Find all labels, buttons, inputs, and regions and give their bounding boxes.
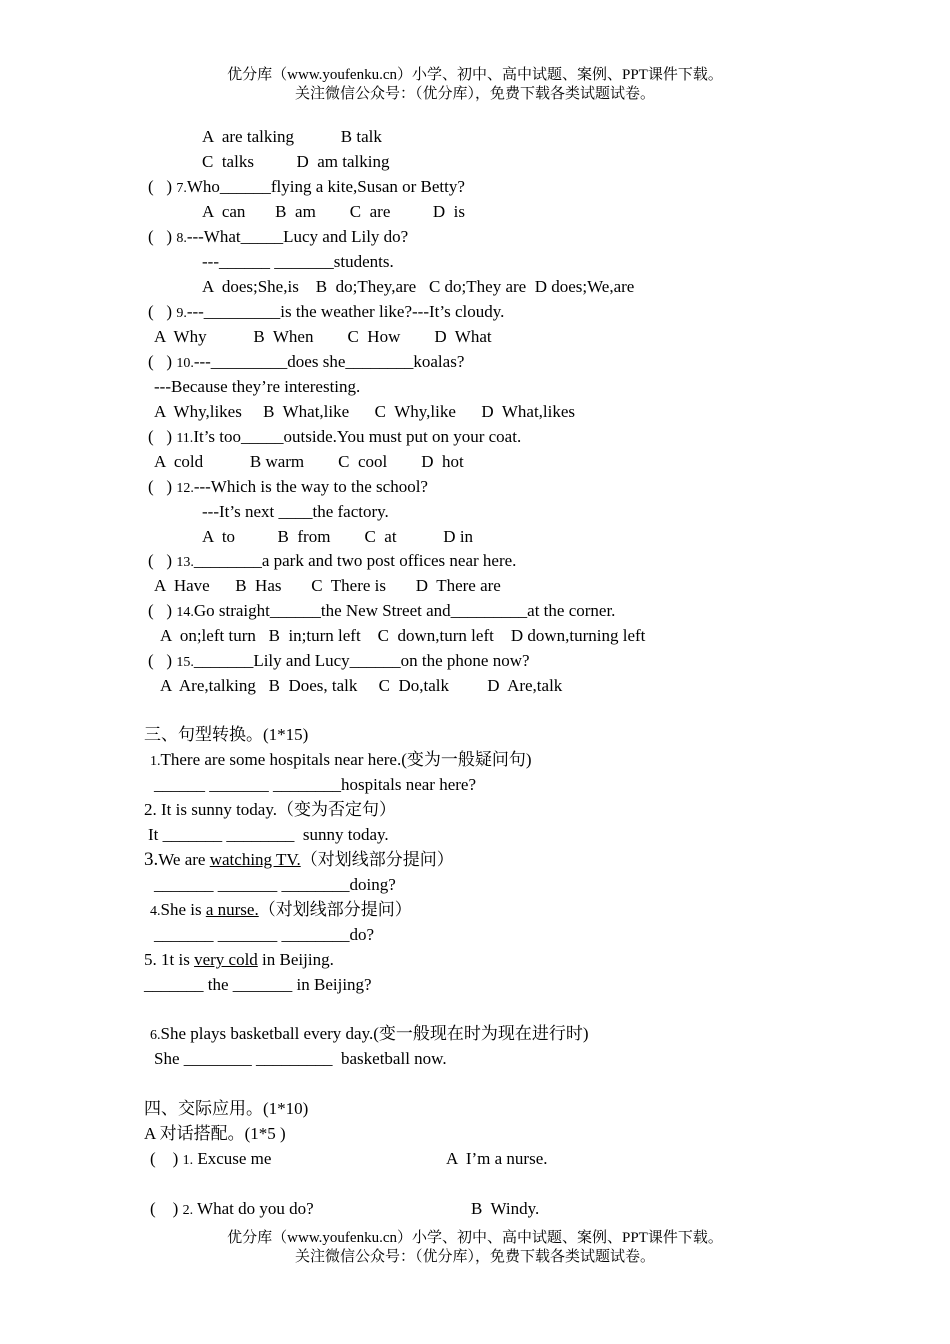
item-number: 2. <box>182 1203 194 1218</box>
s3-item-6 <box>150 1023 589 1047</box>
question-number: 7. <box>176 181 187 196</box>
item-text-pre: She is <box>160 900 206 919</box>
question-text: Go straight______the New Street and_________at the corner. <box>193 601 616 620</box>
s3-item-2: 2. It is sunny today.（变为否定句） <box>144 800 397 819</box>
answer-paren[interactable]: ( ) <box>148 601 173 620</box>
q7-row <box>148 176 465 200</box>
underlined-phrase: watching TV. <box>209 850 301 869</box>
answer-paren[interactable]: ( ) <box>148 352 173 371</box>
s3-item-3 <box>144 849 454 871</box>
s3-item-6-blank[interactable]: She ________ _________ basketball now. <box>154 1049 447 1068</box>
s3-item-4-blank[interactable]: _______ _______ ________do? <box>154 925 375 944</box>
answer-paren[interactable]: ( ) <box>150 1199 179 1218</box>
section-3-title: 三、句型转换。(1*15) <box>144 725 309 744</box>
question-text: ---Which is the way to the school? <box>193 477 428 496</box>
s3-item-5-blank[interactable]: _______ the _______ in Beijing? <box>144 975 372 994</box>
s3-item-1 <box>150 749 532 773</box>
question-text: ---_________is the weather like?---It’s cloudy. <box>186 302 505 321</box>
answer-paren[interactable]: ( ) <box>148 651 173 670</box>
q10-text-2: ---Because they’re interesting. <box>154 377 361 396</box>
q8-text-2: ---______ _______students. <box>202 252 394 271</box>
item-text: She plays basketball every day.(变一般现在时为现在进行时) <box>160 1024 589 1043</box>
q11-row <box>148 426 521 450</box>
question-number: 13. <box>176 555 194 570</box>
question-text: ---What_____Lucy and Lily do? <box>186 227 409 246</box>
q13-options: A Have B Has C There is D There are <box>154 576 501 595</box>
q6-options-row-2: C talks D am talking <box>202 152 390 171</box>
question-number: 11. <box>176 431 194 446</box>
item-text-pre: 5. 1t is <box>144 950 195 969</box>
answer-paren[interactable]: ( ) <box>148 227 173 246</box>
question-text: It’s too_____outside.You must put on your coat. <box>193 427 522 446</box>
q12-options: A to B from C at D in <box>202 527 474 546</box>
s3-item-4 <box>150 899 412 923</box>
answer-paren[interactable]: ( ) <box>148 302 173 321</box>
header-line-1: 优分库（www.youfenku.cn）小学、初中、高中试题、案例、PPT课件下载。 <box>227 67 723 83</box>
item-number: 1. <box>150 754 161 769</box>
header-line-2: 关注微信公众号：（优分库），免费下载各类试题试卷。 <box>294 86 655 102</box>
answer-paren[interactable]: ( ) <box>148 551 173 570</box>
q12-row <box>148 476 428 500</box>
item-number: 4. <box>150 904 161 919</box>
question-number: 15. <box>176 655 194 670</box>
q13-row <box>148 550 516 574</box>
section-4-title: 四、交际应用。(1*10) <box>144 1099 309 1118</box>
question-number: 14. <box>176 605 194 620</box>
item-number: 1. <box>182 1153 194 1168</box>
dialog-item-2 <box>150 1198 314 1222</box>
item-text: There are some hospitals near here.(变为一般疑问句) <box>160 750 532 769</box>
underlined-phrase: a nurse. <box>205 900 259 919</box>
question-text: ________a park and two post offices near here. <box>193 551 517 570</box>
q15-options: A Are,talking B Does, talk C Do,talk D Are,talk <box>160 676 563 695</box>
item-instruction: （对划线部分提问） <box>300 850 454 869</box>
q9-options: A Why B When C How D What <box>154 327 492 346</box>
s3-item-1-blank[interactable]: ______ _______ ________hospitals near here? <box>154 775 476 794</box>
answer-paren[interactable]: ( ) <box>150 1149 179 1168</box>
answer-paren[interactable]: ( ) <box>148 427 173 446</box>
footer-line-2: 关注微信公众号：（优分库），免费下载各类试题试卷。 <box>294 1249 655 1265</box>
answer-paren[interactable]: ( ) <box>148 177 173 196</box>
question-number: 9. <box>176 306 187 321</box>
section-4-subtitle: A 对话搭配。(1*5 ) <box>144 1124 286 1143</box>
s3-item-3-blank[interactable]: _______ _______ ________doing? <box>154 875 396 894</box>
footer-line-1: 优分库（www.youfenku.cn）小学、初中、高中试题、案例、PPT课件下载。 <box>227 1230 723 1246</box>
q14-row <box>148 600 615 624</box>
underlined-phrase: very cold <box>194 950 258 969</box>
item-text: Excuse me <box>197 1149 272 1168</box>
question-number: 8. <box>176 231 187 246</box>
dialog-item-1 <box>150 1148 271 1172</box>
s3-item-5 <box>144 949 334 971</box>
s3-item-2-blank[interactable]: It _______ ________ sunny today. <box>148 825 389 844</box>
q8-options: A does;She,is B do;They,are C do;They are D does;We,are <box>202 277 635 296</box>
q10-row <box>148 351 464 375</box>
question-text: _______Lily and Lucy______on the phone now? <box>193 651 530 670</box>
q10-options: A Why,likes B What,like C Why,like D What,likes <box>154 402 576 421</box>
item-instruction: （对划线部分提问） <box>258 900 412 919</box>
item-number: 3. <box>144 849 159 870</box>
dialog-answer-b: B Windy. <box>471 1199 540 1218</box>
item-text-post: in Beijing. <box>257 950 334 969</box>
question-number: 10. <box>176 356 194 371</box>
item-text: What do you do? <box>197 1199 314 1218</box>
question-text: Who______flying a kite,Susan or Betty? <box>186 177 465 196</box>
item-number: 6. <box>150 1028 161 1043</box>
q11-options: A cold B warm C cool D hot <box>154 452 464 471</box>
dialog-answer-a: A I’m a nurse. <box>446 1149 548 1168</box>
question-number: 12. <box>176 481 194 496</box>
q8-row <box>148 226 408 250</box>
q6-options-row-1: A are talking B talk <box>202 127 382 146</box>
item-text-pre: We are <box>158 850 210 869</box>
q15-row <box>148 650 530 674</box>
q7-options: A can B am C are D is <box>202 202 465 221</box>
q9-row <box>148 301 504 325</box>
question-text: ---_________does she________koalas? <box>193 352 465 371</box>
answer-paren[interactable]: ( ) <box>148 477 173 496</box>
q14-options: A on;left turn B in;turn left C down,turn left D down,turning left <box>160 626 646 645</box>
q12-text-2: ---It’s next ____the factory. <box>202 502 389 521</box>
